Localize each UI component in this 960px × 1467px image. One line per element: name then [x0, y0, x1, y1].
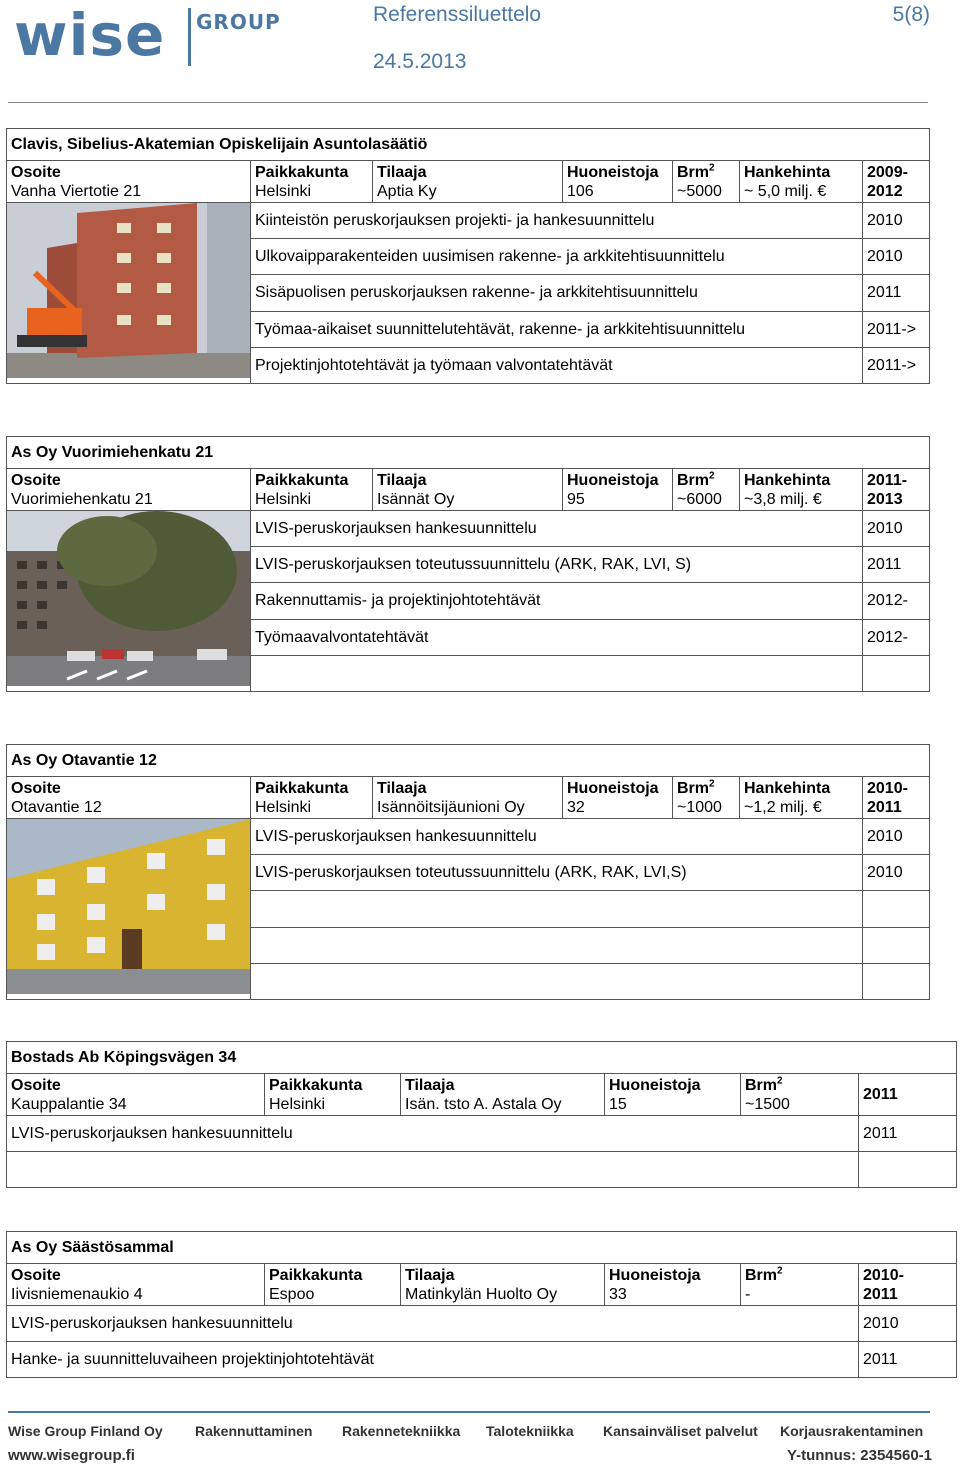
price-cell: Hankehinta ~ 5,0 milj. €	[740, 161, 863, 203]
project-card-otavantie	[6, 744, 930, 1000]
task-year: 2010	[859, 1306, 957, 1342]
city-cell: Paikkakunta Helsinki	[251, 161, 373, 203]
building-photo-image	[7, 819, 251, 994]
project-card-kopingsvagen	[6, 1041, 957, 1188]
task-row: Hanke- ja suunnitteluvaiheen projektinjohtotehtävät	[7, 1342, 859, 1378]
city-cell: Paikkakunta Helsinki	[265, 1074, 401, 1116]
logo-group: GROUP	[196, 10, 281, 34]
area-cell: Brm$^2$ ~1500	[741, 1074, 859, 1116]
task-row: Työmaa-aikaiset suunnittelutehtävät, rakenne- ja arkkitehtisuunnittelu	[251, 311, 863, 347]
page-number: 5(8)	[892, 3, 930, 26]
task-row: LVIS-peruskorjauksen toteutussuunnittelu (ARK, RAK, LVI, S)	[251, 547, 863, 583]
client-cell: Tilaaja Matinkylän Huolto Oy	[401, 1264, 605, 1306]
task-year: 2012-	[863, 619, 930, 655]
task-row: LVIS-peruskorjauksen hankesuunnittelu	[7, 1116, 859, 1152]
client-cell: Tilaaja Isännät Oy	[373, 469, 563, 511]
footer-website-link[interactable]: www.wisegroup.fi	[8, 1447, 135, 1464]
apartments-cell: Huoneistoja 106	[563, 161, 673, 203]
apartments-cell: Huoneistoja 95	[563, 469, 673, 511]
task-year	[863, 963, 930, 999]
footer-service: Rakennuttaminen	[195, 1423, 313, 1439]
years-cell: 2011	[859, 1074, 957, 1116]
address-cell: Osoite Vanha Viertotie 21	[7, 161, 251, 203]
apartments-cell: Huoneistoja 15	[605, 1074, 741, 1116]
years-cell: 2009- 2012	[863, 161, 930, 203]
area-cell: Brm$^2$ -	[741, 1264, 859, 1306]
logo-divider	[188, 8, 191, 66]
task-row: Kiinteistön peruskorjauksen projekti- ja hankesuunnittelu	[251, 203, 863, 239]
address-cell: Osoite Iivisniemenaukio 4	[7, 1264, 265, 1306]
building-photo	[7, 203, 251, 384]
task-year: 2010	[863, 855, 930, 891]
task-row: Sisäpuolisen peruskorjauksen rakenne- ja arkkitehtisuunnittelu	[251, 275, 863, 311]
project-title: As Oy Vuorimiehenkatu 21	[7, 437, 930, 469]
city-cell: Paikkakunta Helsinki	[251, 777, 373, 819]
client-cell: Tilaaja Aptia Ky	[373, 161, 563, 203]
apartments-cell: Huoneistoja 32	[563, 777, 673, 819]
area-cell: Brm$^2$ ~6000	[673, 469, 740, 511]
years-cell: 2011- 2013	[863, 469, 930, 511]
task-row	[251, 891, 863, 927]
header-divider	[8, 102, 928, 103]
footer-business-id: Y-tunnus: 2354560-1	[786, 1447, 932, 1464]
task-year	[863, 655, 930, 691]
task-year	[863, 891, 930, 927]
footer-divider	[8, 1411, 930, 1413]
task-row: Työmaavalvontatehtävät	[251, 619, 863, 655]
task-row: LVIS-peruskorjauksen toteutussuunnittelu (ARK, RAK, LVI,S)	[251, 855, 863, 891]
task-row: Ulkovaipparakenteiden uusimisen rakenne- ja arkkitehtisuunnittelu	[251, 239, 863, 275]
task-year: 2011	[863, 275, 930, 311]
task-row: Rakennuttamis- ja projektinjohtotehtävät	[251, 583, 863, 619]
building-photo-image	[7, 511, 251, 686]
building-photo	[7, 511, 251, 692]
address-cell: Osoite Vuorimiehenkatu 21	[7, 469, 251, 511]
task-year: 2010	[863, 819, 930, 855]
task-year: 2011->	[863, 347, 930, 383]
task-row: LVIS-peruskorjauksen hankesuunnittelu	[7, 1306, 859, 1342]
document-date: 24.5.2013	[373, 50, 467, 73]
task-row: LVIS-peruskorjauksen hankesuunnittelu	[251, 511, 863, 547]
task-row	[251, 655, 863, 691]
task-year: 2010	[863, 239, 930, 275]
years-cell: 2010- 2011	[863, 777, 930, 819]
task-year	[859, 1152, 957, 1188]
building-photo-image	[7, 203, 251, 378]
project-card-clavis	[6, 128, 930, 384]
task-row	[251, 963, 863, 999]
logo-wise: wise	[14, 1, 166, 69]
task-year: 2012-	[863, 583, 930, 619]
task-year	[863, 927, 930, 963]
footer-service: Korjausrakentaminen	[780, 1423, 924, 1439]
building-photo	[7, 819, 251, 1000]
task-row: Projektinjohtotehtävät ja työmaan valvontatehtävät	[251, 347, 863, 383]
city-cell: Paikkakunta Helsinki	[251, 469, 373, 511]
project-title: As Oy Säästösammal	[7, 1232, 957, 1264]
footer-service: Rakennetekniikka	[342, 1423, 461, 1439]
document-title: Referenssiluettelo	[373, 3, 542, 26]
footer-service: Talotekniikka	[486, 1423, 574, 1439]
area-cell: Brm$^2$ ~5000	[673, 161, 740, 203]
task-year: 2011->	[863, 311, 930, 347]
area-cell: Brm$^2$ ~1000	[673, 777, 740, 819]
client-cell: Tilaaja Isännöitsijäunioni Oy	[373, 777, 563, 819]
client-cell: Tilaaja Isän. tsto A. Astala Oy	[401, 1074, 605, 1116]
task-year: 2010	[863, 203, 930, 239]
address-cell: Osoite Kauppalantie 34	[7, 1074, 265, 1116]
project-title: As Oy Otavantie 12	[7, 745, 930, 777]
price-cell: Hankehinta ~1,2 milj. €	[740, 777, 863, 819]
project-title: Clavis, Sibelius-Akatemian Opiskelijain Asuntolasäätiö	[7, 129, 930, 161]
project-card-vuorimiehenkatu	[6, 436, 930, 692]
address-cell: Osoite Otavantie 12	[7, 777, 251, 819]
task-row: LVIS-peruskorjauksen hankesuunnittelu	[251, 819, 863, 855]
task-year: 2011	[863, 547, 930, 583]
city-cell: Paikkakunta Espoo	[265, 1264, 401, 1306]
footer-company: Wise Group Finland Oy	[8, 1423, 163, 1439]
task-year: 2010	[863, 511, 930, 547]
task-year: 2011	[859, 1116, 957, 1152]
project-card-saastosammal	[6, 1231, 957, 1378]
task-year: 2011	[859, 1342, 957, 1378]
task-row	[251, 927, 863, 963]
project-title: Bostads Ab Köpingsvägen 34	[7, 1042, 957, 1074]
task-row	[7, 1152, 859, 1188]
footer-service: Kansainväliset palvelut	[603, 1423, 758, 1439]
years-cell: 2010- 2011	[859, 1264, 957, 1306]
price-cell: Hankehinta ~3,8 milj. €	[740, 469, 863, 511]
apartments-cell: Huoneistoja 33	[605, 1264, 741, 1306]
